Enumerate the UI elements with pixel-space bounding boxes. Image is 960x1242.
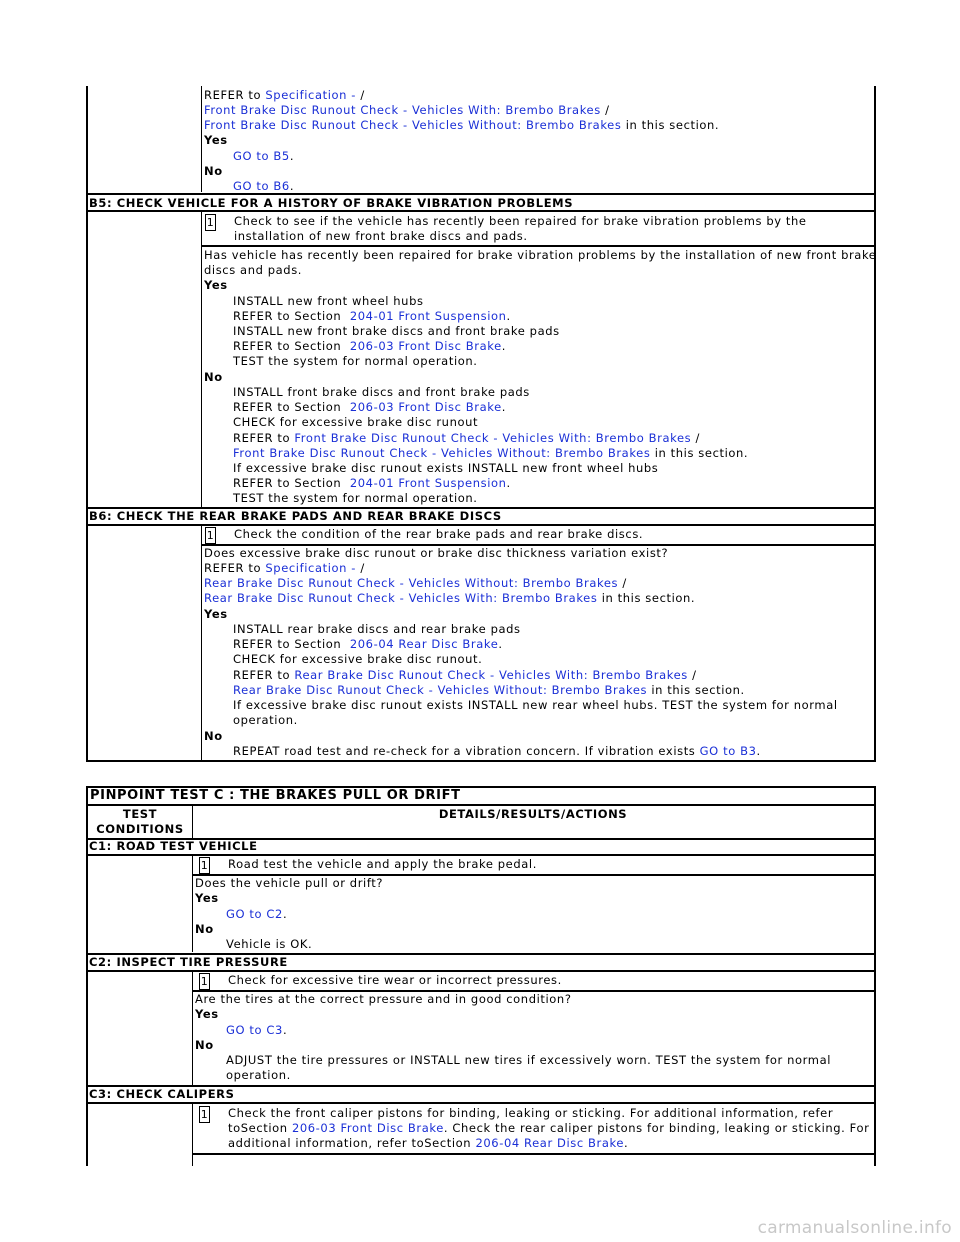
row-divider	[88, 804, 874, 806]
refer-section-label: REFER to Section	[233, 339, 342, 353]
row-divider	[88, 1102, 874, 1104]
step-number-box: 1	[200, 1108, 209, 1121]
in-section-text: in this section.	[651, 683, 745, 697]
front-disc-brake-link[interactable]: 206-03 Front Disc Brake	[291, 1121, 444, 1135]
front-runout-with-brembo-link[interactable]: Front Brake Disc Runout Check - Vehicles With: Brembo Brakes	[294, 431, 692, 445]
table-bottom-border	[88, 760, 874, 762]
b5-step-text-2: installation of new front brake discs and pads.	[234, 229, 528, 243]
b5-yes-1: INSTALL new front wheel hubs	[233, 294, 424, 308]
b6-no-text: REPEAT road test and re-check for a vibration concern. If vibration exists	[233, 744, 696, 758]
front-disc-brake-link[interactable]: 206-03 Front Disc Brake	[349, 339, 502, 353]
go-to-c3-link[interactable]: GO to C3	[226, 1023, 283, 1037]
pinpoint-test-c-title: PINPOINT TEST C : THE BRAKES PULL OR DRIFT	[90, 788, 461, 803]
b5-no-3: CHECK for excessive brake disc runout	[233, 415, 479, 429]
pinpoint-test-c-table	[86, 786, 876, 1166]
no-label: No	[204, 164, 223, 178]
no-label: No	[195, 922, 214, 936]
c3-step-text-rest: . Check the rear caliper pistons for binding, leaking or sticking. For	[443, 1121, 870, 1135]
front-runout-without-brembo-link[interactable]: Front Brake Disc Runout Check - Vehicles Without: Brembo Brakes	[204, 118, 622, 132]
b5-no-4: REFER to Front Brake Disc Runout Check - Vehicles With: Brembo Brakes /	[233, 431, 700, 445]
b6-step-text: Check the condition of the rear brake pads and rear brake discs.	[234, 527, 644, 541]
go-to-b3-link[interactable]: GO to B3	[699, 744, 757, 758]
slash: /	[360, 88, 365, 102]
c2-yes-action: GO to C3.	[226, 1023, 288, 1037]
b4-with-brembo-line	[204, 103, 610, 118]
refer-label: REFER to	[204, 561, 262, 575]
period: .	[289, 179, 295, 193]
column-divider	[201, 212, 202, 508]
b6-question-4	[204, 591, 695, 606]
c3-step-text-2	[228, 1121, 869, 1136]
b4-refer-line	[204, 88, 365, 103]
b6-question-2: REFER to Specification - /	[204, 561, 365, 575]
c1-yes-action: GO to C2.	[226, 907, 288, 921]
b5-no-8: TEST the system for normal operation.	[233, 491, 478, 505]
b5-question-1: Has vehicle has recently been repaired for brake vibration problems by the installation of new front brake	[204, 248, 877, 262]
b6-question-3: Rear Brake Disc Runout Check - Vehicles Without: Brembo Brakes /	[204, 576, 627, 590]
c1-no-action: Vehicle is OK.	[226, 937, 313, 951]
c2-step-title: C2: INSPECT TIRE PRESSURE	[89, 955, 288, 969]
period: .	[289, 149, 295, 163]
b6-no-1: REPEAT road test and re-check for a vibration concern. If vibration exists GO to B3.	[233, 744, 761, 758]
c2-question: Are the tires at the correct pressure and in good condition?	[195, 992, 572, 1006]
c1-step-title: C1: ROAD TEST VEHICLE	[89, 839, 258, 853]
column-divider	[201, 86, 202, 192]
b5-no-1: INSTALL front brake discs and front brake pads	[233, 385, 530, 399]
in-section-text: in this section.	[601, 591, 696, 605]
yes-label: Yes	[204, 133, 228, 147]
front-suspension-link[interactable]: 204-01 Front Suspension	[349, 476, 507, 490]
go-to-b5-link[interactable]: GO to B5	[233, 149, 290, 163]
c3-step-text-3	[228, 1136, 628, 1151]
step-number-box: 1	[200, 975, 209, 988]
step-number-box: 1	[206, 529, 215, 542]
yes-label: Yes	[204, 278, 228, 292]
rear-runout-with-brembo-link[interactable]: Rear Brake Disc Runout Check - Vehicles With: Brembo Brakes	[294, 668, 688, 682]
b6-step-title: B6: CHECK THE REAR BRAKE PADS AND REAR BRAKE DISCS	[89, 509, 502, 523]
refer-label: REFER to	[233, 431, 291, 445]
b5-no-2: REFER to Section 206-03 Front Disc Brake.	[233, 400, 507, 414]
rear-disc-brake-link[interactable]: 206-04 Rear Disc Brake	[349, 637, 499, 651]
b5-yes-3: INSTALL new front brake discs and front brake pads	[233, 324, 560, 338]
refer-label: REFER to	[204, 88, 262, 102]
b6-yes-1: INSTALL rear brake discs and rear brake pads	[233, 622, 521, 636]
step-divider	[201, 245, 874, 247]
front-suspension-link[interactable]: 204-01 Front Suspension	[349, 309, 507, 323]
b5-yes-2: REFER to Section 204-01 Front Suspension.	[233, 309, 511, 323]
go-to-b6-link[interactable]: GO to B6	[233, 179, 290, 193]
b6-yes-6: If excessive brake disc runout exists INSTALL new rear wheel hubs. TEST the system for normal	[233, 698, 838, 712]
row-divider	[88, 854, 874, 856]
test-conditions-header-2: CONDITIONS	[96, 822, 184, 836]
no-label: No	[204, 370, 223, 384]
rear-disc-brake-link[interactable]: 206-04 Rear Disc Brake	[475, 1136, 625, 1150]
b6-question-1: Does excessive brake disc runout or brake disc thickness variation exist?	[204, 546, 669, 560]
to-section-label: additional information, refer toSection	[228, 1136, 472, 1150]
column-divider	[192, 856, 193, 952]
rear-runout-with-brembo-link[interactable]: Rear Brake Disc Runout Check - Vehicles With: Brembo Brakes	[204, 591, 598, 605]
refer-section-label: REFER to Section	[233, 400, 342, 414]
watermark: carmanualsonline.info	[757, 1218, 952, 1238]
no-label: No	[204, 729, 223, 743]
row-divider	[88, 210, 874, 212]
c2-no-action-2: operation.	[226, 1068, 291, 1082]
in-section-text: in this section.	[654, 446, 749, 460]
b5-no-6: If excessive brake disc runout exists INSTALL new front wheel hubs	[233, 461, 659, 475]
b5-step-text-1: Check to see if the vehicle has recently been repaired for brake vibration problems by the	[234, 214, 807, 228]
details-results-actions-header: DETAILS/RESULTS/ACTIONS	[438, 807, 628, 821]
pinpoint-test-b-table	[86, 86, 876, 762]
front-runout-with-brembo-link[interactable]: Front Brake Disc Runout Check - Vehicles With: Brembo Brakes	[204, 103, 601, 117]
c2-step-text: Check for excessive tire wear or incorrect pressures.	[228, 973, 562, 987]
b5-step-title: B5: CHECK VEHICLE FOR A HISTORY OF BRAKE VIBRATION PROBLEMS	[89, 196, 574, 210]
b5-yes-4: REFER to Section 206-03 Front Disc Brake.	[233, 339, 507, 353]
yes-label: Yes	[195, 1007, 219, 1021]
b5-no-5	[233, 446, 748, 461]
refer-section-label: REFER to Section	[233, 309, 342, 323]
row-divider	[88, 970, 874, 972]
rear-runout-without-brembo-link[interactable]: Rear Brake Disc Runout Check - Vehicles Without: Brembo Brakes	[233, 683, 648, 697]
row-divider	[88, 524, 874, 526]
yes-label: Yes	[204, 607, 228, 621]
column-divider	[192, 1104, 193, 1166]
refer-section-label: REFER to Section	[233, 637, 342, 651]
b6-yes-4: REFER to Rear Brake Disc Runout Check - Vehicles With: Brembo Brakes /	[233, 668, 697, 682]
b5-yes-5: TEST the system for normal operation.	[233, 354, 478, 368]
to-section-label: toSection	[228, 1121, 288, 1135]
step-divider	[192, 1153, 874, 1155]
b6-yes-3: CHECK for excessive brake disc runout.	[233, 652, 483, 666]
specification-link[interactable]: Specification -	[265, 561, 361, 575]
b6-yes-7: operation.	[233, 713, 298, 727]
b6-yes-2: REFER to Section 206-04 Rear Disc Brake.	[233, 637, 503, 651]
column-divider	[201, 526, 202, 760]
front-disc-brake-link[interactable]: 206-03 Front Disc Brake	[349, 400, 502, 414]
c3-step-title: C3: CHECK CALIPERS	[89, 1087, 235, 1101]
refer-section-label: REFER to Section	[233, 476, 342, 490]
c3-step-text-1: Check the front caliper pistons for binding, leaking or sticking. For additional information, refer	[228, 1106, 834, 1120]
b4-without-brembo-line	[204, 118, 719, 133]
b4-yes-action	[233, 149, 294, 164]
b4-no-action	[233, 179, 294, 194]
yes-label: Yes	[195, 891, 219, 905]
slash: /	[605, 103, 610, 117]
c1-step-text: Road test the vehicle and apply the brake pedal.	[228, 857, 537, 871]
refer-label: REFER to	[233, 668, 291, 682]
test-conditions-header-1: TEST	[122, 807, 158, 821]
no-label: No	[195, 1038, 214, 1052]
b5-question-2: discs and pads.	[204, 263, 303, 277]
rear-runout-without-brembo-link[interactable]: Rear Brake Disc Runout Check - Vehicles Without: Brembo Brakes	[204, 576, 619, 590]
step-number-box: 1	[206, 216, 215, 229]
c1-question: Does the vehicle pull or drift?	[195, 876, 384, 890]
b6-yes-5	[233, 683, 745, 698]
in-section-text: in this section.	[625, 118, 720, 132]
step-number-box: 1	[200, 859, 209, 872]
front-runout-without-brembo-link[interactable]: Front Brake Disc Runout Check - Vehicles Without: Brembo Brakes	[233, 446, 651, 460]
go-to-c2-link[interactable]: GO to C2	[226, 907, 283, 921]
period: .	[624, 1136, 629, 1150]
row-divider	[88, 193, 874, 195]
b5-no-7: REFER to Section 204-01 Front Suspension.	[233, 476, 511, 490]
c2-no-action-1: ADJUST the tire pressures or INSTALL new tires if excessively worn. TEST the system for normal	[226, 1053, 832, 1067]
specification-link[interactable]: Specification -	[265, 88, 361, 102]
